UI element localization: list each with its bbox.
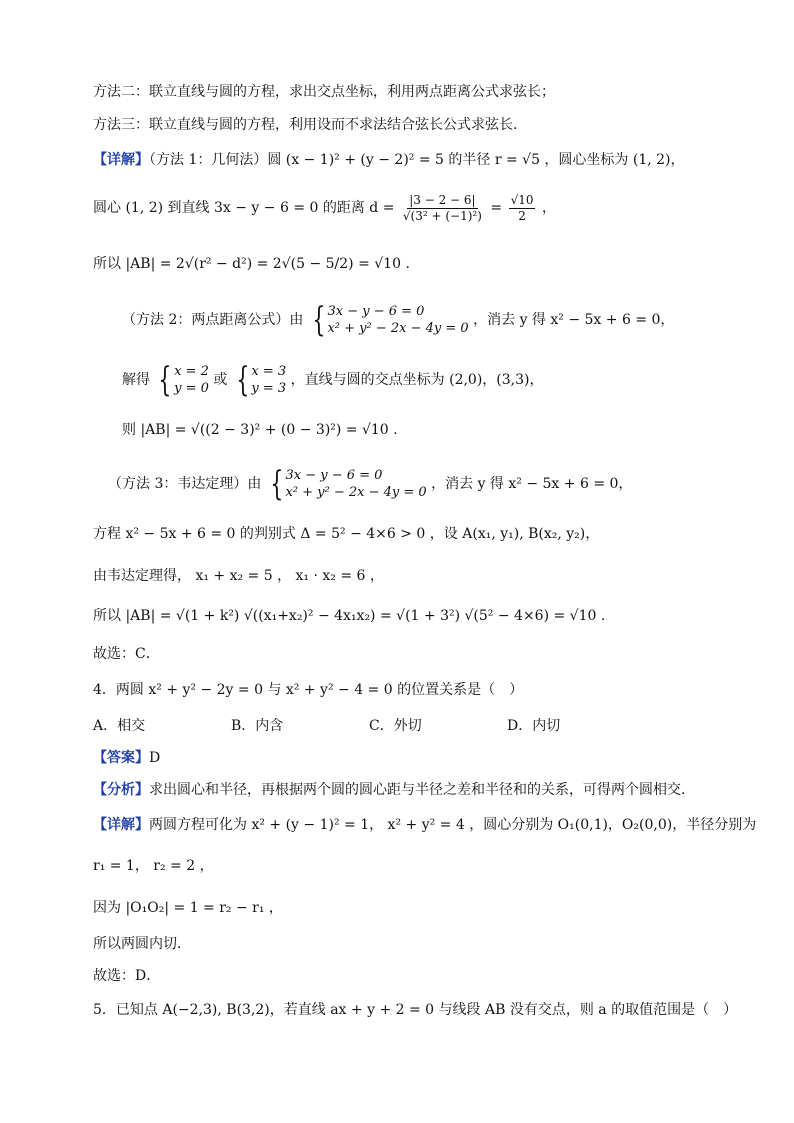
method-three-line [108, 466, 632, 502]
distance-text: 圆心 (1, 2) 到直线 3x − y − 6 = 0 的距离 d = [93, 200, 395, 216]
intersection-text: ，直线与圆的交点坐标为 (2,0)，(3,3)， [290, 372, 544, 388]
method-two-label: （方法 2：两点距离公式）由 [122, 312, 304, 328]
question-4-options [93, 716, 645, 736]
detail-text: 两圆方程可化为 x² + (y − 1)² = 1， x² + y² = 4 ，圆心分别为 O₁(0,1)，O₂(0,0)，半径分别为 [149, 817, 757, 833]
equals-sign: = [490, 200, 503, 216]
result-numerator: √10 [510, 192, 534, 207]
equation-system [266, 464, 427, 504]
chord-formula-line: 所以 |AB| = √(1 + k²) √((x₁+x₂)² − 4x₁x₂) = √(1 + 3²) √(5² − 4×6) = √10 . [93, 608, 606, 624]
analysis-tag: 【分析】 [93, 782, 149, 798]
answer-tag: 【答案】 [93, 750, 149, 766]
distance-result-fraction [509, 193, 536, 224]
result-denominator: 2 [518, 208, 526, 223]
distance-result-line: 则 |AB| = √((2 − 3)² + (0 − 3)²) = √10 . [122, 422, 398, 438]
detail-line-q4 [93, 815, 756, 835]
solution-b-x: x = 3 [251, 364, 287, 379]
option-c[interactable]: C．外切 [369, 718, 422, 734]
solution-system-b [232, 360, 287, 400]
answer-value: D [149, 750, 161, 766]
analysis-line [93, 780, 695, 800]
option-a[interactable]: A．相交 [93, 718, 146, 734]
eliminate-text: ，消去 y 得 x² − 5x + 6 = 0， [473, 312, 675, 328]
solution-a-y: y = 0 [174, 381, 209, 396]
question-4: 4．两圆 x² + y² − 2y = 0 与 x² + y² − 4 = 0 的位置关系是（ ） [93, 682, 524, 698]
solution-a-x: x = 2 [174, 364, 209, 379]
chord-length-line: 所以 |AB| = 2√(r² − d²) = 2√(5 − 5/2) = √10 . [93, 256, 410, 272]
answer-choice-c: 故选：C． [93, 646, 160, 662]
option-d[interactable]: D．内切 [507, 718, 561, 734]
conclusion-line: 所以两圆内切． [93, 936, 191, 952]
solution-b-y: y = 3 [251, 381, 287, 396]
detail-method-one [93, 150, 685, 170]
system-eq-1: 3x − y − 6 = 0 [327, 304, 425, 319]
solve-label: 解得 [122, 372, 150, 388]
distance-formula-line [93, 188, 556, 228]
or-text: 或 [213, 372, 228, 388]
system-eq-2: x² + y² − 2x − 4y = 0 [327, 321, 469, 336]
system-eq-2: x² + y² − 2x − 4y = 0 [285, 485, 427, 500]
solution-system-a [154, 360, 209, 400]
question-5: 5．已知点 A(−2,3), B(3,2)，若直线 ax + y + 2 = 0 与线段 AB 没有交点，则 a 的取值范围是（ ） [93, 1002, 738, 1018]
vieta-line: 由韦达定理得， x₁ + x₂ = 5 ， x₁ · x₂ = 6 ， [93, 568, 384, 584]
option-b[interactable]: B．内含 [231, 718, 284, 734]
equation-system [308, 300, 469, 340]
left-brace: { [236, 360, 250, 400]
eliminate-text: ，消去 y 得 x² − 5x + 6 = 0， [431, 476, 633, 492]
left-brace: { [270, 464, 284, 504]
radius-line: r₁ = 1， r₂ = 2 ， [93, 858, 214, 874]
detail-tag: 【详解】 [93, 152, 149, 168]
fraction-numerator: |3 − 2 − 6| [409, 192, 476, 207]
analysis-text: 求出圆心和半径，再根据两个圆的圆心距与半径之差和半径和的关系，可得两个圆相交． [149, 782, 695, 798]
method-three-text: 方法三：联立直线与圆的方程，利用设而不求法结合弦长公式求弦长. [93, 117, 518, 133]
method-one-text: （方法 1：几何法）圆 (x − 1)² + (y − 2)² = 5 的半径 r = √5 ，圆心坐标为 (1, 2)， [149, 152, 685, 168]
method-two-line [122, 302, 674, 338]
left-brace: { [312, 300, 326, 340]
left-brace: { [158, 360, 172, 400]
answer-choice-d: 故选：D． [93, 968, 161, 984]
system-eq-1: 3x − y − 6 = 0 [285, 468, 383, 483]
answer-line [93, 748, 160, 768]
comma: ， [541, 200, 556, 216]
distance-fraction [401, 193, 484, 224]
fraction-denominator: √(3² + (−1)²) [402, 208, 482, 223]
detail-tag: 【详解】 [93, 817, 149, 833]
method-two-text: 方法二：联立直线与圆的方程，求出交点坐标，利用两点距离公式求弦长； [93, 84, 555, 100]
method-three-label: （方法 3：韦达定理）由 [108, 476, 262, 492]
discriminant-line: 方程 x² − 5x + 6 = 0 的判别式 Δ = 5² − 4×6 > 0 ，设 A(x₁, y₁), B(x₂, y₂)， [93, 526, 600, 542]
center-distance-line: 因为 |O₁O₂| = 1 = r₂ − r₁ ， [93, 900, 283, 916]
solutions-line [122, 362, 543, 398]
